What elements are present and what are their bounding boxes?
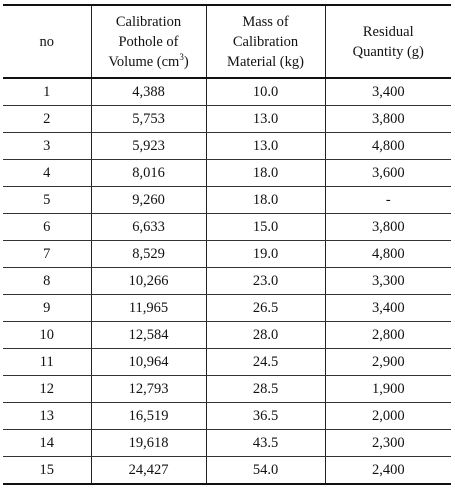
cell-volume: 12,793	[91, 376, 206, 403]
cell-no: 12	[3, 376, 91, 403]
cell-volume: 19,618	[91, 430, 206, 457]
calibration-table	[3, 4, 451, 485]
cell-no: 14	[3, 430, 91, 457]
table-row	[3, 403, 451, 430]
cell-volume: 5,923	[91, 132, 206, 159]
cell-volume: 8,016	[91, 159, 206, 186]
cell-mass: 18.0	[206, 186, 325, 213]
cell-mass: 13.0	[206, 105, 325, 132]
header-volume-line3	[92, 52, 206, 72]
table-row	[3, 159, 451, 186]
table-row	[3, 132, 451, 159]
cell-no: 7	[3, 240, 91, 267]
header-mass-line2: Calibration	[232, 33, 299, 50]
cell-volume: 10,964	[91, 348, 206, 375]
cell-residual: 3,400	[325, 294, 451, 321]
cell-residual: 2,900	[325, 348, 451, 375]
table-row	[3, 78, 451, 105]
cell-no: 8	[3, 267, 91, 294]
cell-no: 13	[3, 403, 91, 430]
cell-mass: 28.5	[206, 376, 325, 403]
cell-residual: 3,300	[325, 267, 451, 294]
table-header	[3, 5, 451, 78]
cell-residual: 2,300	[325, 430, 451, 457]
cell-volume: 11,965	[91, 294, 206, 321]
header-mass-line1: Mass of	[242, 13, 289, 30]
header-row	[3, 5, 451, 78]
header-volume-line2: Pothole of	[118, 33, 179, 50]
cell-mass: 36.5	[206, 403, 325, 430]
header-volume-superscript: 3	[179, 51, 184, 62]
cell-no: 15	[3, 457, 91, 484]
cell-mass: 43.5	[206, 430, 325, 457]
header-no-label: no	[39, 33, 54, 50]
table-row	[3, 267, 451, 294]
header-residual	[325, 5, 451, 78]
cell-mass: 13.0	[206, 132, 325, 159]
table-row	[3, 376, 451, 403]
table-row	[3, 213, 451, 240]
header-volume-suffix: )	[183, 53, 189, 70]
header-no	[3, 5, 91, 78]
cell-mass: 24.5	[206, 348, 325, 375]
cell-residual: 3,600	[325, 159, 451, 186]
cell-mass: 15.0	[206, 213, 325, 240]
cell-residual: 2,800	[325, 321, 451, 348]
header-volume	[91, 5, 206, 78]
cell-mass: 18.0	[206, 159, 325, 186]
cell-no: 4	[3, 159, 91, 186]
cell-volume: 8,529	[91, 240, 206, 267]
table-row	[3, 294, 451, 321]
cell-residual: -	[325, 186, 451, 213]
table-body	[3, 78, 451, 484]
table-row	[3, 240, 451, 267]
cell-volume: 12,584	[91, 321, 206, 348]
cell-residual: 3,400	[325, 78, 451, 105]
cell-mass: 23.0	[206, 267, 325, 294]
cell-volume: 6,633	[91, 213, 206, 240]
calibration-table-container	[3, 4, 451, 485]
cell-residual: 4,800	[325, 240, 451, 267]
cell-volume: 4,388	[91, 78, 206, 105]
cell-mass: 28.0	[206, 321, 325, 348]
table-row	[3, 105, 451, 132]
cell-no: 11	[3, 348, 91, 375]
cell-no: 3	[3, 132, 91, 159]
cell-residual: 1,900	[325, 376, 451, 403]
cell-no: 2	[3, 105, 91, 132]
cell-no: 9	[3, 294, 91, 321]
cell-mass: 26.5	[206, 294, 325, 321]
cell-no: 5	[3, 186, 91, 213]
table-row	[3, 430, 451, 457]
table-row	[3, 348, 451, 375]
cell-residual: 3,800	[325, 105, 451, 132]
header-mass	[206, 5, 325, 78]
header-volume-prefix: Volume (cm	[108, 53, 180, 70]
table-row	[3, 186, 451, 213]
cell-no: 6	[3, 213, 91, 240]
table-row	[3, 457, 451, 484]
header-mass-line3: Material (kg)	[227, 53, 304, 70]
cell-volume: 16,519	[91, 403, 206, 430]
header-volume-line1: Calibration	[115, 13, 182, 30]
cell-no: 10	[3, 321, 91, 348]
cell-residual: 2,400	[325, 457, 451, 484]
cell-volume: 5,753	[91, 105, 206, 132]
cell-volume: 24,427	[91, 457, 206, 484]
cell-mass: 10.0	[206, 78, 325, 105]
cell-mass: 54.0	[206, 457, 325, 484]
cell-volume: 10,266	[91, 267, 206, 294]
cell-residual: 3,800	[325, 213, 451, 240]
cell-no: 1	[3, 78, 91, 105]
header-residual-line1: Residual	[362, 23, 414, 40]
header-residual-line2: Quantity (g)	[352, 43, 424, 60]
cell-mass: 19.0	[206, 240, 325, 267]
cell-volume: 9,260	[91, 186, 206, 213]
cell-residual: 4,800	[325, 132, 451, 159]
table-row	[3, 321, 451, 348]
cell-residual: 2,000	[325, 403, 451, 430]
